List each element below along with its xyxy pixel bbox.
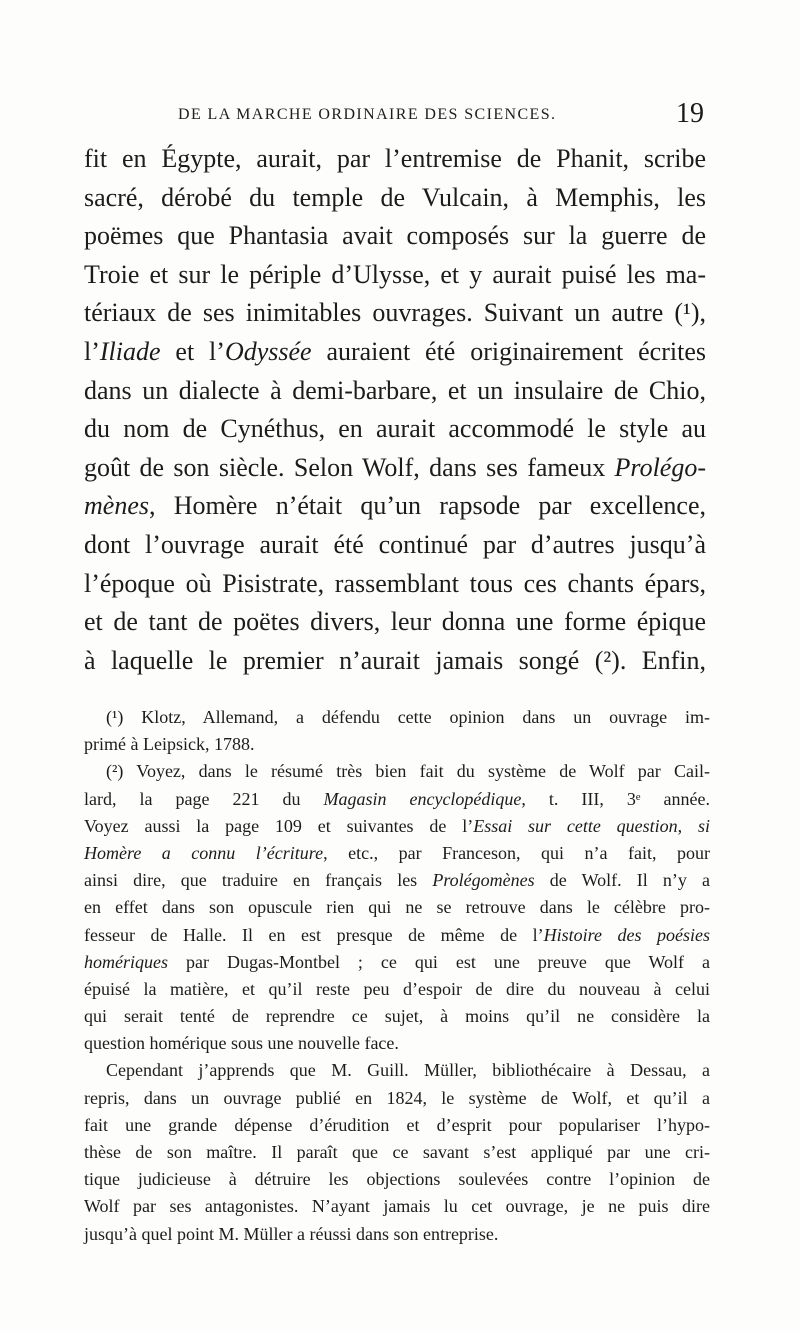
- footnote-line: repris, dans un ouvrage publié en 1824, le système de Wolf, et qu’il a: [84, 1087, 710, 1108]
- main-text: [84, 140, 706, 680]
- text-line: goût de son siècle. Selon Wolf, dans ses fameux Prolégo-: [84, 452, 706, 482]
- footnote-line: en effet dans son opuscule rien qui ne se retrouve dans le célèbre pro-: [84, 897, 710, 918]
- text-line: Troie et sur le périple d’Ulysse, et y aurait puisé les ma-: [84, 259, 706, 289]
- text-line: poëmes que Phantasia avait composés sur la guerre de: [84, 221, 706, 251]
- footnote-line: tique judicieuse à détruire les objections soulevées contre l’opinion de: [84, 1169, 710, 1190]
- footnote-line: thèse de son maître. Il paraît que ce savant s’est appliqué par une cri-: [84, 1142, 710, 1162]
- footnote-line: (¹) Klotz, Allemand, a défendu cette opinion dans un ouvrage im-: [106, 707, 710, 727]
- footnote-line: épuisé la matière, et qu’il reste peu d’espoir de dire du nouveau à celui: [84, 978, 710, 999]
- text-line: sacré, dérobé du temple de Vulcain, à Memphis, les: [84, 182, 706, 212]
- footnote-line: ainsi dire, que traduire en français les Prolégomènes de Wolf. Il n’y a: [84, 870, 710, 891]
- footnote-line: question homérique sous une nouvelle face.: [84, 1033, 399, 1054]
- text-line: fit en Égypte, aurait, par l’entremise de Phanit, scribe: [84, 144, 706, 173]
- footnote-line: jusqu’à quel point M. Müller a réussi dans son entreprise.: [84, 1223, 499, 1244]
- text-line: à laquelle le premier n’aurait jamais songé (²). Enfin,: [84, 645, 706, 675]
- footnote-line: primé à Leipsick, 1788.: [84, 734, 255, 755]
- text-line: tériaux de ses inimitables ouvrages. Suivant un autre (¹),: [84, 298, 706, 328]
- footnote-line: Cependant j’apprends que M. Guill. Müller, bibliothécaire à Dessau, a: [106, 1060, 710, 1081]
- footnote-line: fait une grande dépense d’érudition et d’esprit pour populariser l’hypo-: [84, 1114, 710, 1135]
- footnote-line: lard, la page 221 du Magasin encyclopédique, t. III, 3ᵉ année.: [84, 788, 710, 809]
- text-line: dans un dialecte à demi-barbare, et un insulaire de Chio,: [84, 375, 706, 405]
- text-line: dont l’ouvrage aurait été continué par d’autres jusqu’à: [84, 529, 706, 559]
- footnotes: [84, 704, 710, 1248]
- page-number: 19: [676, 98, 704, 129]
- footnote-line: fesseur de Halle. Il en est presque de même de l’Histoire des poésies: [84, 924, 710, 945]
- footnote-line: (²) Voyez, dans le résumé très bien fait du système de Wolf par Cail-: [106, 761, 710, 782]
- text-line: du nom de Cynéthus, en aurait accommodé le style au: [84, 414, 706, 444]
- footnote-line: homériques par Dugas-Montbel ; ce qui est une preuve que Wolf a: [84, 951, 710, 972]
- footnote-line: Homère a connu l’écriture, etc., par Franceson, qui n’a fait, pour: [84, 842, 711, 863]
- footnote-line: Wolf par ses antagonistes. N’ayant jamais lu cet ouvrage, je ne puis dire: [84, 1196, 710, 1217]
- text-line: et de tant de poëtes divers, leur donna une forme épique: [84, 607, 706, 637]
- footnote-line: qui serait tenté de reprendre ce sujet, à moins qu’il ne considère la: [84, 1006, 710, 1027]
- text-line: mènes, Homère n’était qu’un rapsode par excellence,: [84, 491, 706, 521]
- text-line: l’époque où Pisistrate, rassemblant tous ces chants épars,: [84, 568, 706, 598]
- running-head: [84, 100, 710, 130]
- text-line: l’Iliade et l’Odyssée auraient été originairement écrites: [84, 336, 706, 366]
- footnote-line: Voyez aussi la page 109 et suivantes de l’Essai sur cette question, si: [84, 815, 711, 836]
- running-title: DE LA MARCHE ORDINAIRE DES SCIENCES.: [178, 106, 557, 123]
